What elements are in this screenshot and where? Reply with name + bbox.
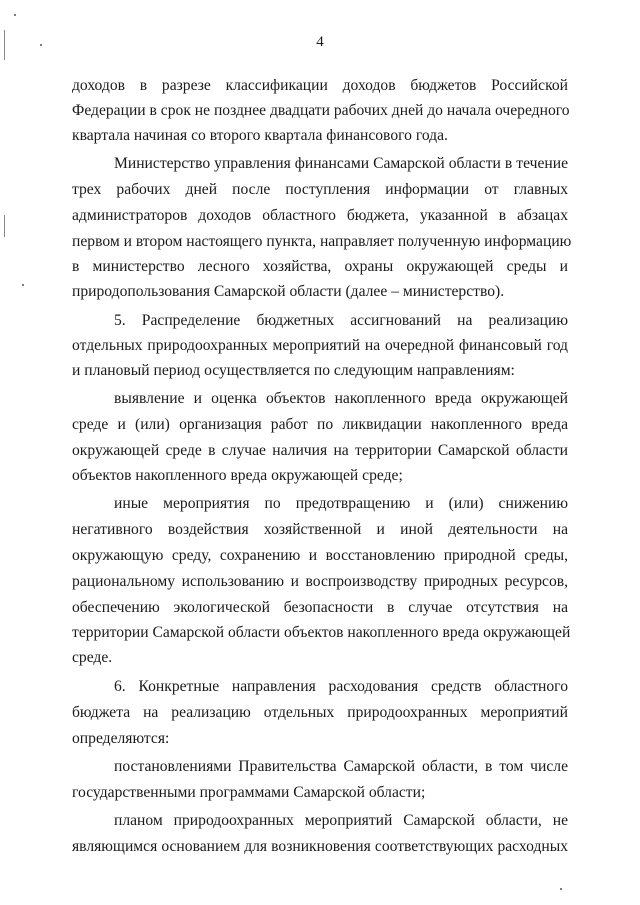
text-line: Федерации в срок не позднее двадцати рабочих дней до начала очередного (72, 102, 570, 119)
text-line: государственными программами Самарской области; (72, 784, 426, 801)
text-line: иные мероприятия по предотвращению и (или) снижению (114, 495, 568, 512)
text-line: 6. Конкретные направления расходования средств областного (114, 678, 568, 695)
scan-artifact-dot (40, 44, 42, 46)
text-line: среде. (72, 649, 113, 666)
text-line: бюджета на реализацию отдельных природоохранных мероприятий (72, 704, 568, 721)
scan-artifact-line (4, 30, 5, 60)
text-line: квартала начиная со второго квартала финансового года. (72, 127, 448, 144)
text-line: окружающую среду, сохранению и восстановлению природной среды, (72, 547, 568, 564)
text-line: первом и втором настоящего пункта, направляет полученную информацию (72, 233, 572, 250)
text-line: 5. Распределение бюджетных ассигнований на реализацию (114, 312, 568, 329)
scan-artifact-dot (22, 284, 24, 286)
text-line: трех рабочих дней после поступления информации от главных (72, 181, 568, 198)
scan-artifact-line (4, 215, 5, 237)
text-line: отдельных природоохранных мероприятий на очередной финансовый год (72, 337, 568, 354)
text-line: окружающей среде в случае наличия на территории Самарской области (72, 442, 568, 459)
text-line: планом природоохранных мероприятий Самарской области, не (114, 812, 568, 829)
text-line: в министерство лесного хозяйства, охраны окружающей среды и (72, 258, 568, 275)
text-line: негативного воздействия хозяйственной и иной деятельности на (72, 521, 568, 538)
text-line: природопользования Самарской области (далее – министерство). (72, 283, 505, 300)
text-line: объектов накопленного вреда окружающей среде; (72, 467, 403, 484)
text-line: выявление и оценка объектов накопленного вреда окружающей (114, 390, 568, 407)
text-line: среде и (или) организация работ по ликвидации накопленного вреда (72, 416, 568, 433)
text-line: рациональному использованию и воспроизводству природных ресурсов, (72, 573, 568, 590)
page-number: 4 (316, 34, 324, 50)
text-line: и плановый период осуществляется по следующим направлениям: (72, 362, 515, 379)
scan-artifact-dot (14, 14, 16, 16)
text-line: администраторов доходов областного бюджета, указанной в абзацах (72, 207, 568, 224)
text-line: являющимся основанием для возникновения соответствующих расходных (72, 838, 568, 855)
text-line: доходов в разрезе классификации доходов бюджетов Российской (72, 77, 568, 94)
text-line: постановлениями Правительства Самарской области, в том числе (114, 758, 568, 775)
text-line: обеспечению экологической безопасности в случае отсутствия на (72, 599, 568, 616)
text-line: территории Самарской области объектов накопленного вреда окружающей (72, 624, 571, 641)
scan-artifact-dot (560, 888, 562, 890)
text-line: определяются: (72, 730, 170, 747)
text-line: Министерство управления финансами Самарской области в течение (114, 155, 568, 172)
